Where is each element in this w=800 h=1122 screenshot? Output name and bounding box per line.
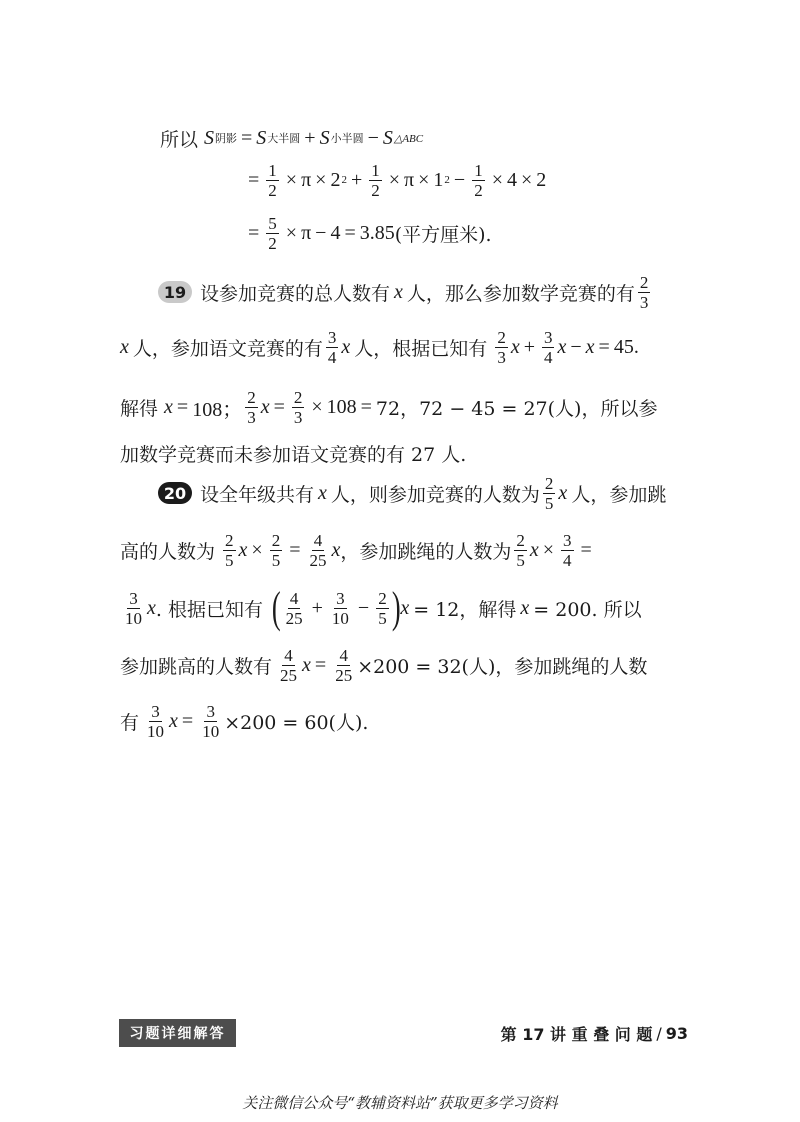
math-text: 加数学竞赛而未参加语文竞赛的有 27 人.: [120, 443, 467, 466]
math-text: 2: [378, 588, 387, 608]
math-text: 设全年级共有: [200, 483, 315, 506]
page-number: 93: [665, 1023, 688, 1043]
math-text: ，参加跳绳的人数为: [340, 540, 512, 563]
operator: ×: [542, 538, 555, 561]
math-text: 10: [331, 608, 349, 628]
math-text: 2: [271, 530, 281, 550]
operator: =: [181, 709, 194, 732]
subscript-small-semicircle: 小半圆: [330, 132, 364, 145]
math-text: 25: [285, 608, 303, 628]
math-text: 4: [327, 347, 337, 367]
text-so: 所以: [160, 128, 199, 151]
math-text: 3: [497, 347, 506, 367]
area-symbol: S: [204, 126, 215, 149]
problem-number-badge: 19: [158, 281, 192, 303]
variable: x: [341, 335, 351, 358]
fraction-three-quarters: [542, 328, 555, 367]
math-text: 108: [326, 395, 357, 418]
variable: x: [557, 335, 567, 358]
math-text: ×200 = 60(人).: [224, 711, 369, 734]
math-text: 1: [371, 160, 380, 180]
subscript-triangle: △ABC: [393, 132, 424, 145]
math-text: = 200. 所以: [533, 598, 642, 621]
variable: x: [394, 280, 403, 303]
math-text: 5: [268, 213, 277, 233]
math-text: 4: [289, 588, 299, 608]
math-text: 2: [639, 272, 649, 292]
operator: ×: [520, 168, 533, 191]
fraction-two-fifths: [223, 531, 236, 570]
watermark-note: 关注微信公众号“教辅资料站”获取更多学习资料: [242, 1094, 558, 1112]
variable: x: [400, 596, 410, 619]
variable: x: [585, 335, 595, 358]
subscript-shadow: 阴影: [215, 132, 238, 145]
math-text: 参加跳高的人数有: [120, 655, 273, 678]
problem-19-line-2: [120, 322, 639, 372]
variable: x: [331, 538, 341, 561]
math-text: 2: [536, 168, 547, 191]
subscript-big-semicircle: 大半圆: [267, 132, 301, 145]
operator: +: [311, 596, 323, 619]
variable: x: [318, 481, 327, 504]
operator: =: [360, 395, 372, 418]
math-text: 2: [474, 180, 483, 200]
math-text: 2: [293, 387, 303, 407]
fraction-two-thirds: [638, 273, 651, 312]
formula-line-2: [244, 155, 546, 205]
problem-20-line-4: [120, 640, 647, 690]
variable: x: [169, 709, 178, 732]
math-text: 人，根据已知有: [354, 337, 488, 360]
math-text: ×200 = 32(人)，参加跳绳的人数: [357, 655, 648, 678]
variable: x: [147, 596, 156, 619]
area-symbol: S: [382, 126, 393, 149]
math-text: 3: [129, 588, 138, 608]
math-text: 高的人数为: [120, 540, 216, 563]
operator: +: [350, 168, 363, 191]
math-text: 4: [284, 645, 293, 665]
variable: x: [164, 395, 173, 418]
math-text: 4: [313, 530, 323, 550]
operator: ×: [388, 168, 401, 191]
math-text: 人，参加语文竞赛的有: [132, 337, 323, 360]
math-text: 10: [147, 721, 165, 741]
fraction-half: [369, 161, 382, 200]
variable: x: [238, 538, 248, 561]
fraction-four-25ths: [333, 646, 354, 685]
math-text: 2: [371, 180, 380, 200]
variable: x: [302, 653, 311, 676]
math-text: 3: [151, 701, 160, 721]
operator: ×: [418, 168, 430, 191]
op-eq: =: [241, 126, 253, 149]
math-text: 3: [563, 530, 572, 550]
section-label: 习题详细解答: [119, 1019, 236, 1047]
operator: =: [598, 335, 610, 358]
problem-20-line-2: [120, 525, 596, 575]
math-text: 2: [544, 473, 554, 493]
operator: ×: [315, 168, 327, 191]
math-text: 2: [225, 530, 234, 550]
pi-symbol: π: [404, 168, 415, 191]
fraction-half: [266, 161, 279, 200]
math-text: 4: [339, 645, 348, 665]
formula-line-3: [244, 208, 492, 258]
fraction-two-thirds: [495, 328, 508, 367]
fraction-two-fifths: [376, 589, 389, 628]
fraction-three-tenths: [145, 702, 166, 741]
fraction-five-halves: [266, 214, 279, 253]
operator: =: [289, 538, 301, 561]
problem-20-line-1: [158, 468, 666, 518]
math-text: 3: [543, 327, 553, 347]
math-text: 4: [543, 347, 553, 367]
math-text: 5: [516, 550, 525, 570]
math-text: 4: [330, 221, 341, 244]
math-text: 3: [293, 407, 303, 427]
math-text: 2: [341, 174, 347, 186]
fraction-two-thirds: [245, 388, 258, 427]
math-text: 25: [309, 550, 327, 570]
operator: =: [314, 653, 327, 676]
fraction-three-quarters: [326, 328, 339, 367]
problem-19-line-3: [120, 382, 657, 432]
area-symbol: S: [319, 126, 330, 149]
variable: x: [510, 335, 520, 358]
operator: ×: [311, 395, 323, 418]
math-text: 2: [247, 387, 256, 407]
op-eq: =: [248, 221, 260, 244]
math-text: (: [271, 583, 281, 632]
result-value: 3.85: [359, 221, 395, 244]
unit-text: (平方厘米).: [394, 223, 492, 246]
math-text: 2: [330, 168, 341, 191]
math-text: 1: [268, 160, 277, 180]
math-text: 3: [247, 407, 256, 427]
math-text: 5: [271, 550, 281, 570]
math-text: ): [391, 583, 401, 632]
problem-number-badge: 20: [158, 482, 192, 504]
variable: x: [558, 481, 568, 504]
operator: =: [580, 538, 592, 561]
fraction-three-tenths: [123, 589, 144, 628]
math-text: 1: [433, 168, 444, 191]
operator: ×: [285, 168, 298, 191]
math-text: 3: [327, 327, 337, 347]
operator: −: [453, 168, 466, 191]
math-text: 72，72 − 45 = 27(人)，所以参: [375, 397, 658, 420]
math-text: 有: [120, 711, 140, 734]
operator: =: [344, 221, 356, 244]
fraction-two-fifths: [543, 474, 556, 513]
math-text: 10: [125, 608, 142, 628]
math-text: 设参加竞赛的总人数有: [200, 282, 391, 305]
math-text: 3: [336, 588, 345, 608]
math-text: . 根据已知有: [155, 598, 263, 621]
math-text: 5: [378, 608, 387, 628]
fraction-two-thirds: [292, 388, 305, 427]
op-plus: +: [304, 126, 316, 149]
math-text: 2: [268, 180, 277, 200]
operator: −: [315, 221, 327, 244]
fraction-four-25ths: [284, 589, 305, 628]
math-text: 3: [639, 292, 649, 312]
math-text: 人，则参加竞赛的人数为: [330, 483, 540, 506]
math-text: 2: [444, 174, 450, 186]
math-text: 1: [474, 160, 483, 180]
math-text: 4: [506, 168, 517, 191]
fraction-three-quarters: [561, 531, 574, 570]
chapter-header: [501, 1019, 688, 1047]
problem-20-line-5: [120, 696, 368, 746]
math-text: 108；: [192, 398, 243, 421]
fraction-two-fifths: [514, 531, 527, 570]
variable: x: [520, 596, 530, 619]
math-text: 25: [280, 665, 298, 685]
math-text: 2: [497, 327, 506, 347]
math-text: 人，参加跳: [571, 483, 667, 506]
op-eq: =: [248, 168, 260, 191]
fraction-four-25ths: [307, 531, 328, 570]
op-minus: −: [367, 126, 379, 149]
fraction-four-25ths: [278, 646, 299, 685]
math-text: 10: [202, 721, 220, 741]
fraction-three-tenths: [200, 702, 221, 741]
area-symbol: S: [256, 126, 267, 149]
fraction-two-fifths: [270, 531, 283, 570]
math-text: 解得: [120, 397, 159, 420]
math-text: 3: [206, 701, 215, 721]
math-text: 5: [225, 550, 234, 570]
pi-symbol: π: [301, 221, 312, 244]
math-text: 人，那么参加数学竞赛的有: [406, 282, 635, 305]
variable: x: [260, 395, 270, 418]
chapter-title: 第 17 讲 重 叠 问 题: [500, 1024, 653, 1044]
problem-19-line-1: [158, 267, 653, 317]
pi-symbol: π: [301, 168, 312, 191]
math-text: 2: [516, 530, 525, 550]
operator: ×: [251, 538, 263, 561]
variable: x: [120, 335, 129, 358]
math-text: = 12，解得: [413, 598, 517, 621]
fraction-half: [472, 161, 485, 200]
problem-20-line-3: [120, 583, 642, 633]
math-text: 25: [335, 665, 353, 685]
math-text: 45.: [613, 335, 639, 358]
operator: −: [357, 596, 370, 619]
separator: /: [656, 1023, 662, 1043]
operator: ×: [491, 168, 503, 191]
operator: =: [273, 395, 285, 418]
math-text: 2: [268, 233, 277, 253]
fraction-three-tenths: [330, 589, 351, 628]
math-text: 5: [544, 493, 554, 513]
operator: +: [523, 335, 535, 358]
math-text: 4: [563, 550, 572, 570]
operator: ×: [285, 221, 298, 244]
operator: =: [176, 395, 189, 418]
variable: x: [529, 538, 539, 561]
operator: −: [570, 335, 582, 358]
